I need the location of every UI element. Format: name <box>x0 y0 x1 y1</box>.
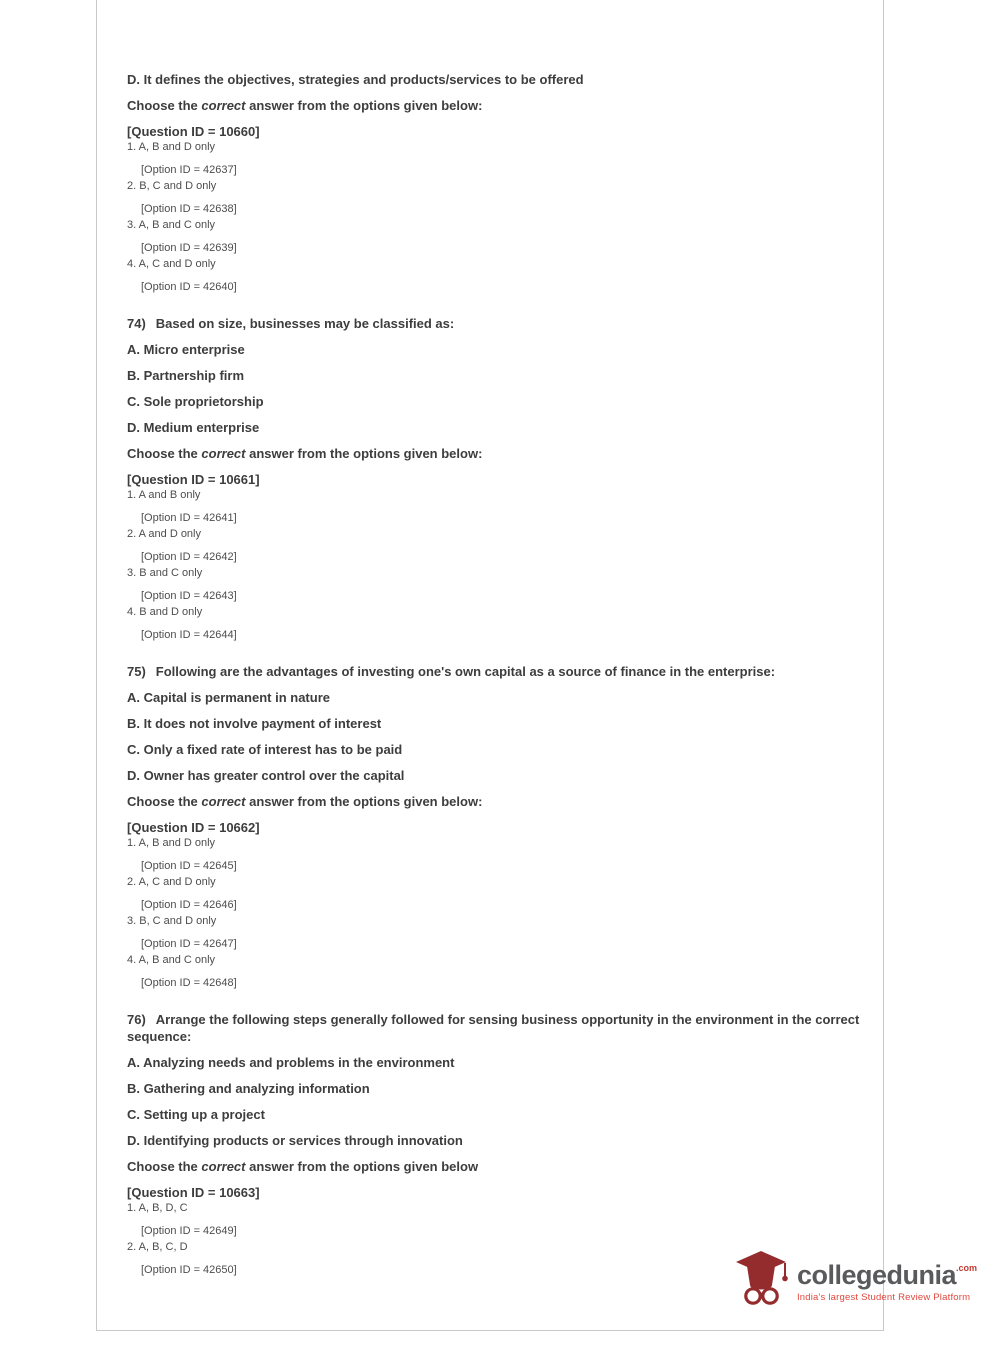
question-statement: A. Capital is permanent in nature <box>127 690 330 705</box>
answer-option <box>127 179 869 216</box>
question-statement: C. Sole proprietorship <box>127 394 264 409</box>
answer-option <box>127 257 869 294</box>
question-id: [Question ID = 10660] <box>127 124 260 139</box>
option-id: [Option ID = 42642] <box>141 551 237 563</box>
option-id: [Option ID = 42640] <box>141 281 237 293</box>
question-statement: B. Gathering and analyzing information <box>127 1081 370 1096</box>
question-statement: D. Medium enterprise <box>127 420 260 435</box>
question-statement: D. Owner has greater control over the capital <box>127 768 405 783</box>
question-statement: D. Identifying products or services through innovation <box>127 1133 463 1148</box>
answer-option <box>127 875 869 912</box>
option-id: [Option ID = 42646] <box>141 899 237 911</box>
option-id: [Option ID = 42650] <box>141 1264 237 1276</box>
brand-block <box>797 1261 977 1303</box>
question-title <box>127 663 869 680</box>
question-statement: C. Setting up a project <box>127 1107 265 1122</box>
answer-option <box>127 605 869 642</box>
options-list <box>127 488 869 642</box>
option-id: [Option ID = 42649] <box>141 1225 237 1237</box>
question-statements <box>127 689 869 784</box>
question-text: Based on size, businesses may be classified as: <box>155 316 455 331</box>
options-list <box>127 836 869 990</box>
brand-tld: .com <box>955 1262 977 1273</box>
brand-name: collegedunia <box>796 1259 956 1290</box>
answer-option <box>127 527 869 564</box>
question-number: 74) <box>127 316 146 331</box>
question-statements <box>127 71 869 88</box>
option-id: [Option ID = 42645] <box>141 860 237 872</box>
option-text: 4. A, C and D only <box>127 258 216 270</box>
answer-option <box>127 1201 869 1238</box>
questions-container <box>127 71 869 1298</box>
question-block <box>127 315 869 642</box>
question-text: Following are the advantages of investing one's own capital as a source of finance in the enterprise: <box>155 664 776 679</box>
question-block <box>127 71 869 294</box>
graduation-cap-glasses-icon <box>734 1249 788 1314</box>
option-id: [Option ID = 42639] <box>141 242 237 254</box>
option-text: 3. B, C and D only <box>127 915 217 927</box>
choose-instruction: Choose the correct answer from the options given below: <box>127 98 483 113</box>
answer-option <box>127 914 869 951</box>
choose-instruction: Choose the correct answer from the options given below: <box>127 794 483 809</box>
option-text: 4. B and D only <box>127 606 203 618</box>
question-statement: A. Micro enterprise <box>127 342 245 357</box>
option-text: 2. A, C and D only <box>127 876 216 888</box>
option-id: [Option ID = 42644] <box>141 629 237 641</box>
option-text: 3. A, B and C only <box>127 219 216 231</box>
collegedunia-watermark <box>734 1249 977 1314</box>
question-statements <box>127 341 869 436</box>
question-block <box>127 1011 869 1277</box>
option-id: [Option ID = 42637] <box>141 164 237 176</box>
answer-option <box>127 566 869 603</box>
option-id: [Option ID = 42647] <box>141 938 237 950</box>
option-id: [Option ID = 42641] <box>141 512 237 524</box>
answer-option <box>127 218 869 255</box>
option-id: [Option ID = 42648] <box>141 977 237 989</box>
answer-option <box>127 140 869 177</box>
options-list <box>127 140 869 294</box>
answer-option <box>127 488 869 525</box>
question-statement: B. It does not involve payment of interest <box>127 716 382 731</box>
option-text: 2. A, B, C, D <box>127 1241 188 1253</box>
question-title <box>127 1011 869 1045</box>
option-text: 2. B, C and D only <box>127 180 217 192</box>
option-text: 3. B and C only <box>127 567 203 579</box>
question-statement: C. Only a fixed rate of interest has to be paid <box>127 742 403 757</box>
option-text: 1. A, B and D only <box>127 837 216 849</box>
brand-tagline: India's largest Student Review Platform <box>796 1291 971 1303</box>
choose-instruction: Choose the correct answer from the options given below: <box>127 446 483 461</box>
question-statement: D. It defines the objectives, strategies and products/services to be offered <box>127 72 584 87</box>
option-text: 4. A, B and C only <box>127 954 216 966</box>
option-id: [Option ID = 42638] <box>141 203 237 215</box>
question-number: 75) <box>127 664 146 679</box>
question-title <box>127 315 869 332</box>
answer-option <box>127 836 869 873</box>
option-text: 1. A, B and D only <box>127 141 216 153</box>
option-text: 2. A and D only <box>127 528 201 540</box>
option-text: 1. A and B only <box>127 489 201 501</box>
question-statement: B. Partnership firm <box>127 368 245 383</box>
question-id: [Question ID = 10663] <box>127 1185 260 1200</box>
choose-instruction: Choose the correct answer from the options given below <box>127 1159 479 1174</box>
question-number: 76) <box>127 1012 146 1027</box>
brand-line <box>797 1261 977 1289</box>
question-statements <box>127 1054 869 1149</box>
question-id: [Question ID = 10662] <box>127 820 260 835</box>
option-text: 1. A, B, D, C <box>127 1202 188 1214</box>
answer-option <box>127 953 869 990</box>
question-text: Arrange the following steps generally followed for sensing business opportunity in the environment in the correct sequence: <box>127 1012 860 1044</box>
option-id: [Option ID = 42643] <box>141 590 237 602</box>
question-statement: A. Analyzing needs and problems in the environment <box>127 1055 455 1070</box>
question-block <box>127 663 869 990</box>
question-id: [Question ID = 10661] <box>127 472 260 487</box>
